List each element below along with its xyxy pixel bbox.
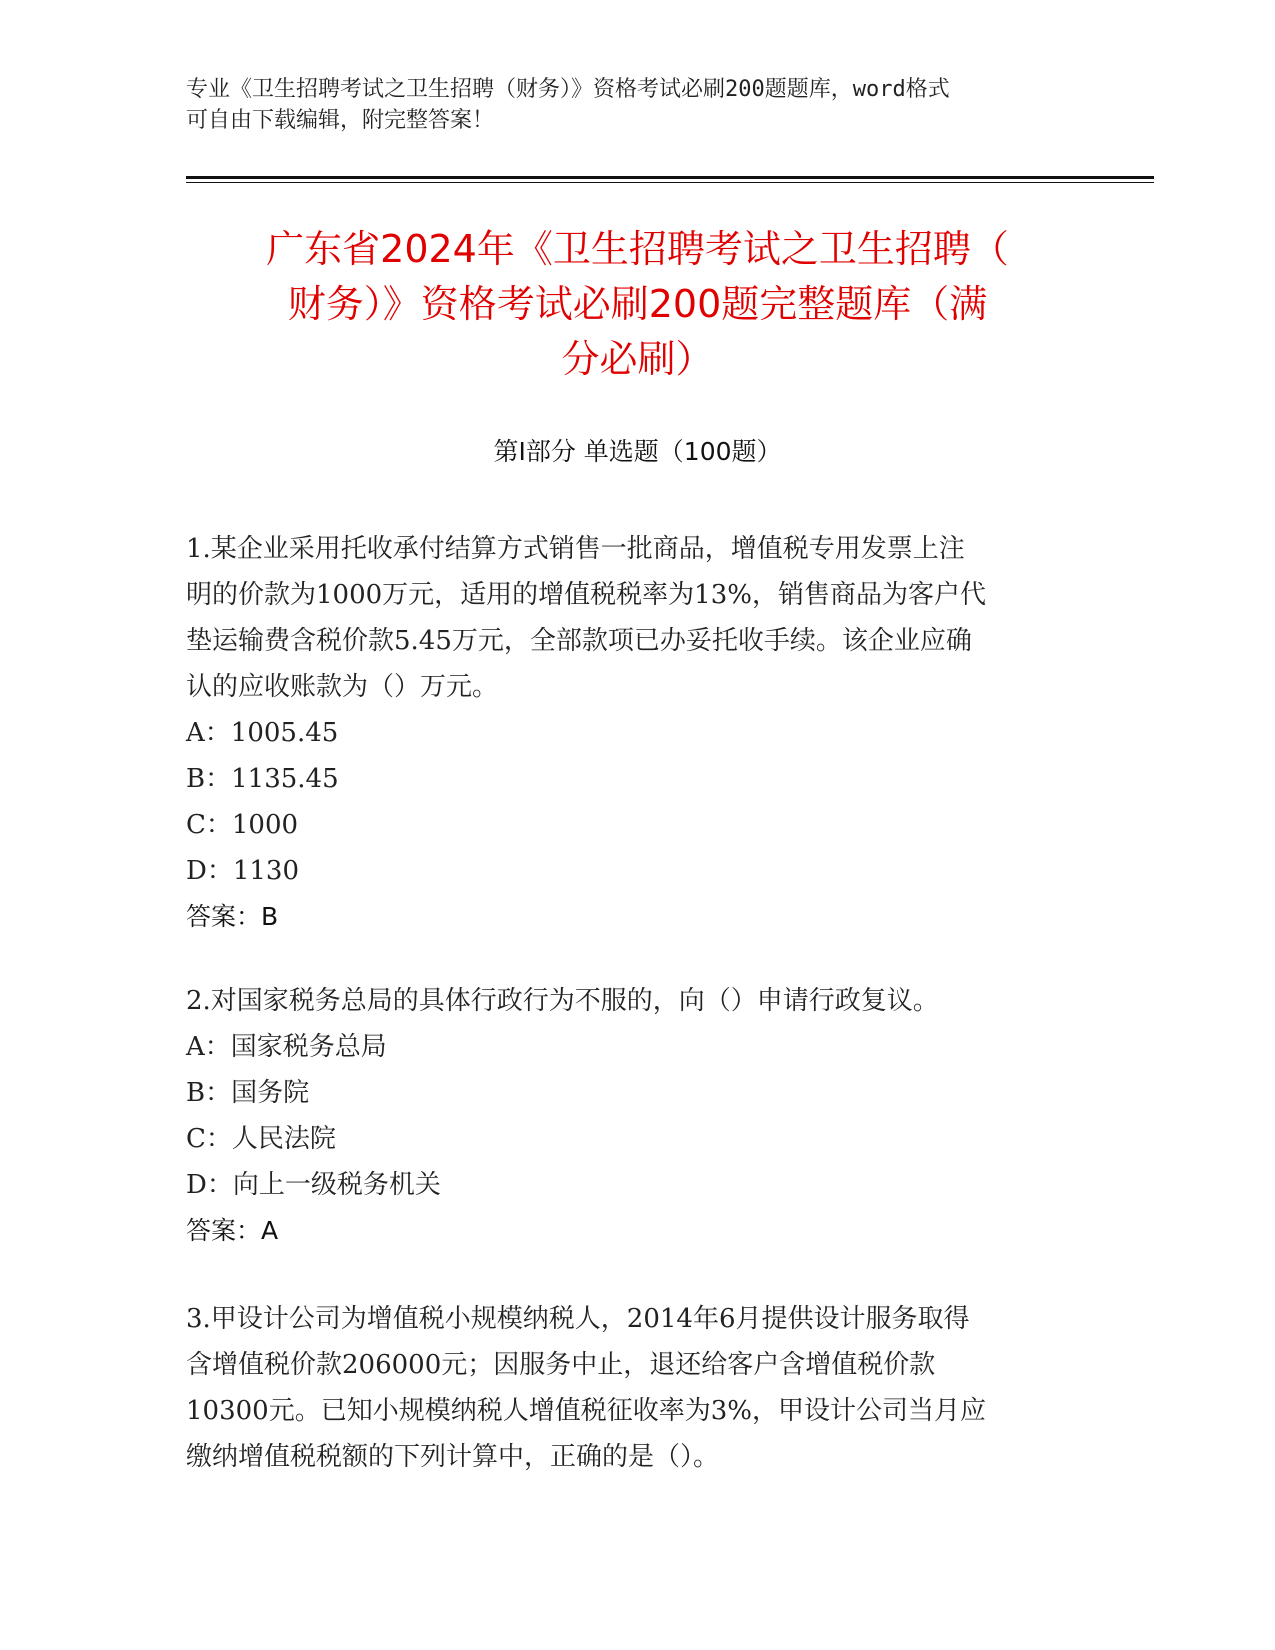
option-c: C：1000: [186, 810, 299, 840]
header-note: [186, 74, 1066, 136]
header-note-line: 可自由下载编辑，附完整答案！: [186, 108, 495, 133]
question-text-line: 3.甲设计公司为增值税小规模纳税人，2014年6月提供设计服务取得: [186, 1304, 970, 1334]
answer-label: 答案：A: [186, 1216, 279, 1245]
option-b: B：1135.45: [186, 764, 339, 794]
question-3: [186, 1296, 1086, 1480]
option-c: C：人民法院: [186, 1124, 336, 1154]
question-1: [186, 526, 1086, 940]
title-line: 广东省2024年《卫生招聘考试之卫生招聘（: [266, 227, 1009, 271]
question-text-line: 认的应收账款为（）万元。: [186, 672, 499, 702]
document-title: [150, 222, 1125, 387]
option-a: A：国家税务总局: [186, 1032, 387, 1062]
title-line: 分必刷）: [561, 337, 714, 381]
header-divider-thin: [186, 182, 1154, 183]
option-d: D：向上一级税务机关: [186, 1170, 441, 1200]
section-title: 第I部分 单选题（100题）: [493, 437, 782, 466]
header-divider-thick: [186, 176, 1154, 179]
question-2: [186, 978, 1086, 1254]
question-text-line: 含增值税价款206000元；因服务中止，退还给客户含增值税价款: [186, 1350, 936, 1380]
question-text-line: 1.某企业采用托收承付结算方式销售一批商品，增值税专用发票上注: [186, 534, 965, 564]
answer-label: 答案：B: [186, 902, 279, 931]
option-a: A：1005.45: [186, 718, 339, 748]
option-d: D：1130: [186, 856, 300, 886]
header-note-line: 专业《卫生招聘考试之卫生招聘（财务）》资格考试必刷200题题库，word格式: [186, 77, 950, 102]
title-line: 财务）》资格考试必刷200题完整题库（满: [287, 282, 988, 326]
option-b: B：国务院: [186, 1078, 310, 1108]
question-text-line: 10300元。已知小规模纳税人增值税征收率为3%，甲设计公司当月应: [186, 1396, 986, 1426]
question-text-line: 2.对国家税务总局的具体行政行为不服的，向（）申请行政复议。: [186, 986, 939, 1016]
question-text-line: 缴纳增值税税额的下列计算中，正确的是（）。: [186, 1442, 720, 1472]
question-text-line: 垫运输费含税价款5.45万元，全部款项已办妥托收手续。该企业应确: [186, 626, 972, 656]
question-text-line: 明的价款为1000万元，适用的增值税税率为13%，销售商品为客户代: [186, 580, 986, 610]
